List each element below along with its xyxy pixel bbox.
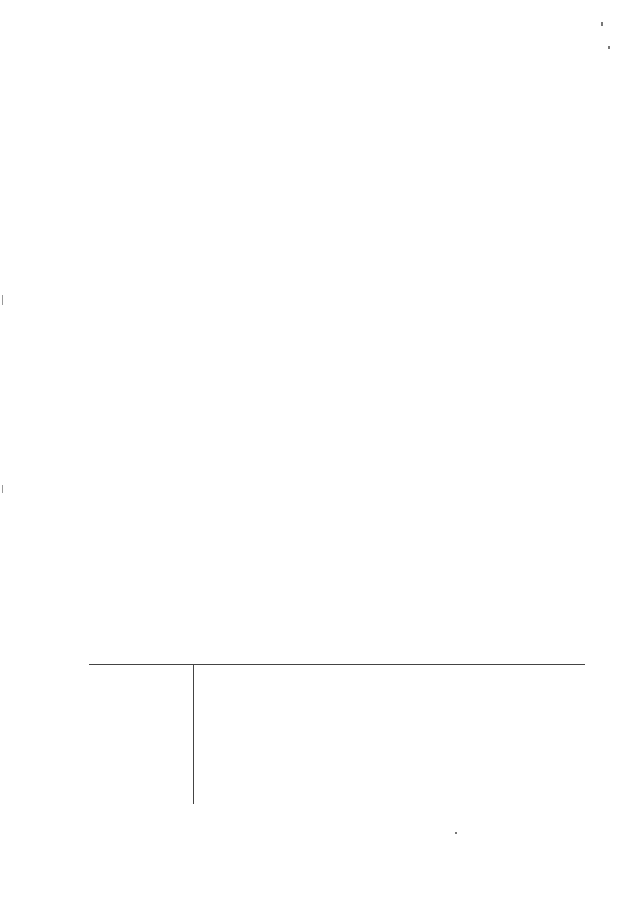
table-column-divider (193, 664, 194, 804)
passport-table (89, 664, 585, 814)
scan-mark (608, 46, 610, 49)
scan-mark (455, 832, 457, 834)
scan-mark (601, 22, 603, 26)
scan-mark (2, 295, 3, 305)
scan-mark (2, 485, 3, 493)
table-top-border (89, 664, 585, 665)
